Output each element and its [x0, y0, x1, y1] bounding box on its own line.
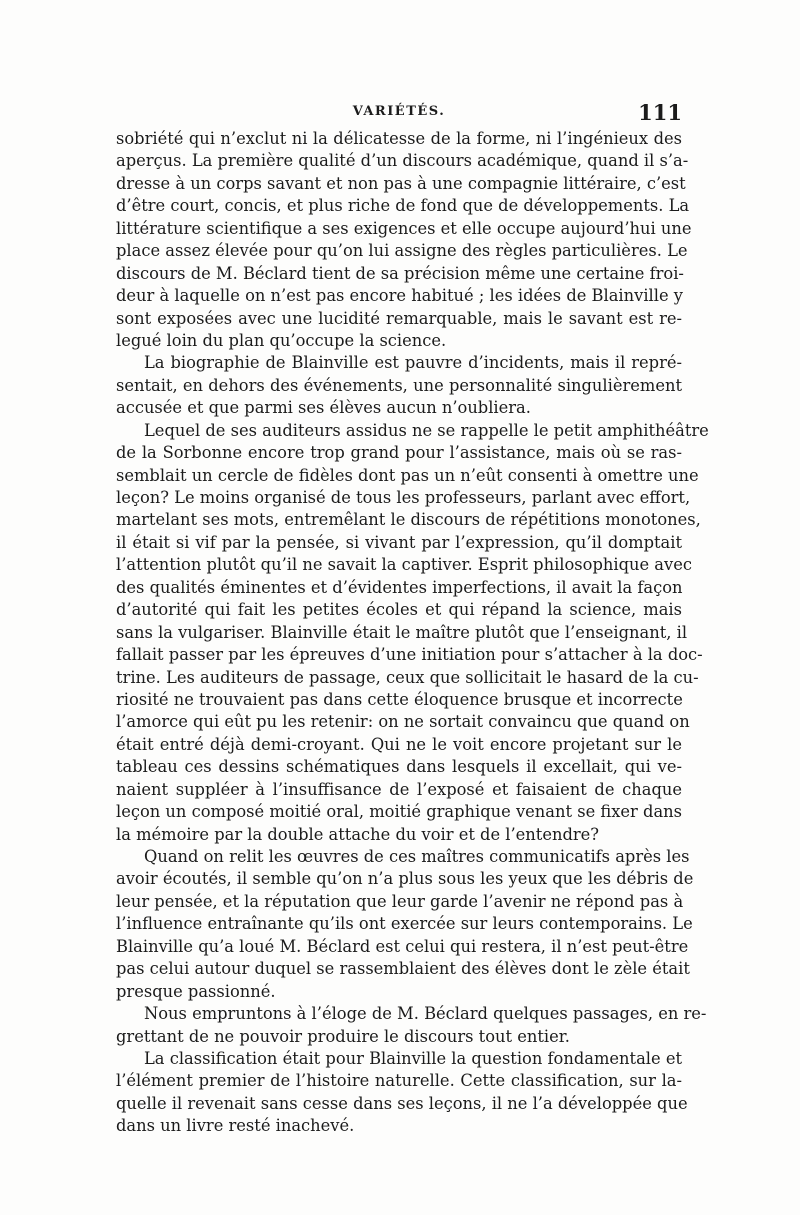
- text-line: La biographie de Blainville est pauvre d’incidents, mais il repré-: [144, 353, 682, 373]
- running-header: [116, 100, 682, 128]
- text-line: l’influence entraînante qu’ils ont exercée sur leurs contemporains. Le: [116, 914, 693, 934]
- text-line: était entré déjà demi-croyant. Qui ne le voit encore projetant sur le: [116, 734, 682, 754]
- text-line: leçon? Le moins organisé de tous les professeurs, parlant avec effort,: [116, 488, 691, 507]
- body-text: [116, 128, 709, 1138]
- text-line: d’autorité qui fait les petites écoles et qui répand la science, mais: [116, 600, 682, 620]
- text-line: sobriété qui n’exclut ni la délicatesse de la forme, ni l’ingénieux des: [116, 129, 682, 148]
- text-line: discours de M. Béclard tient de sa précision même une certaine froi-: [116, 263, 684, 283]
- text-line: Nous empruntons à l’éloge de M. Béclard quelques passages, en re-: [144, 1004, 707, 1024]
- text-line: fallait passer par les épreuves d’une initiation pour s’attacher à la doc-: [116, 645, 703, 665]
- text-line: pas celui autour duquel se rassemblaient des élèves dont le zèle était: [116, 959, 690, 979]
- text-line: legué loin du plan qu’occupe la science.: [116, 330, 447, 350]
- text-line: sont exposées avec une lucidité remarquable, mais le savant est re-: [116, 308, 682, 328]
- text-line: semblait un cercle de fidèles dont pas un n’eût consenti à omettre une: [116, 465, 699, 485]
- text-line: quelle il revenait sans cesse dans ses leçons, il ne l’a développée que: [116, 1093, 688, 1113]
- text-line: grettant de ne pouvoir produire le discours tout entier.: [116, 1026, 570, 1046]
- text-line: dans un livre resté inachevé.: [116, 1116, 355, 1136]
- text-line: tableau ces dessins schématiques dans lesquels il excellait, qui ve-: [116, 757, 682, 777]
- text-line: accusée et que parmi ses élèves aucun n’oubliera.: [116, 398, 531, 418]
- text-line: leçon un composé moitié oral, moitié graphique venant se fixer dans: [116, 802, 682, 822]
- text-line: La classification était pour Blainville la question fondamentale et: [144, 1048, 682, 1068]
- text-line: sans la vulgariser. Blainville était le maître plutôt que l’enseignant, il: [116, 622, 688, 642]
- text-line: martelant ses mots, entremêlant le discours de répétitions monotones,: [116, 510, 701, 530]
- text-line: avoir écoutés, il semble qu’on n’a plus sous les yeux que les débris de: [116, 869, 694, 889]
- text-line: l’amorce qui eût pu les retenir: on ne sortait convaincu que quand on: [116, 712, 690, 732]
- text-line: place assez élevée pour qu’on lui assigne des règles particulières. Le: [116, 241, 688, 261]
- text-line: naient suppléer à l’insuffisance de l’exposé et faisaient de chaque: [116, 779, 682, 799]
- text-line: aperçus. La première qualité d’un discours académique, quand il s’a-: [116, 151, 689, 171]
- text-line: littérature scientifique a ses exigences et elle occupe aujourd’hui une: [116, 218, 692, 238]
- text-line: des qualités éminentes et d’évidentes imperfections, il avait la façon: [116, 577, 683, 597]
- text-line: l’attention plutôt qu’il ne savait la captiver. Esprit philosophique avec: [116, 555, 692, 575]
- text-line: riosité ne trouvaient pas dans cette éloquence brusque et incorrecte: [116, 689, 683, 709]
- running-title: VARIÉTÉS.: [352, 104, 446, 119]
- text-line: dresse à un corps savant et non pas à une compagnie littéraire, c’est: [116, 173, 686, 193]
- page-number: 111: [638, 100, 682, 125]
- text-line: Lequel de ses auditeurs assidus ne se rappelle le petit amphithéâtre: [144, 420, 709, 440]
- text-line: Quand on relit les œuvres de ces maîtres communicatifs après les: [144, 847, 690, 866]
- text-line: de la Sorbonne encore trop grand pour l’assistance, mais où se ras-: [116, 443, 682, 463]
- text-line: Blainville qu’a loué M. Béclard est celui qui restera, il n’est peut-être: [116, 936, 689, 956]
- text-line: deur à laquelle on n’est pas encore habitué ; les idées de Blainville y: [116, 286, 683, 306]
- text-line: l’élément premier de l’histoire naturelle. Cette classification, sur la-: [116, 1071, 682, 1091]
- text-line: sentait, en dehors des événements, une personnalité singulièrement: [116, 375, 682, 395]
- text-line: d’être court, concis, et plus riche de fond que de développements. La: [116, 196, 690, 216]
- text-line: la mémoire par la double attache du voir et de l’entendre?: [116, 824, 600, 844]
- text-line: trine. Les auditeurs de passage, ceux que sollicitait le hasard de la cu-: [116, 667, 699, 687]
- text-line: presque passionné.: [116, 981, 276, 1001]
- text-line: il était si vif par la pensée, si vivant par l’expression, qu’il domptait: [116, 532, 682, 552]
- text-line: leur pensée, et la réputation que leur garde l’avenir ne répond pas à: [116, 891, 684, 911]
